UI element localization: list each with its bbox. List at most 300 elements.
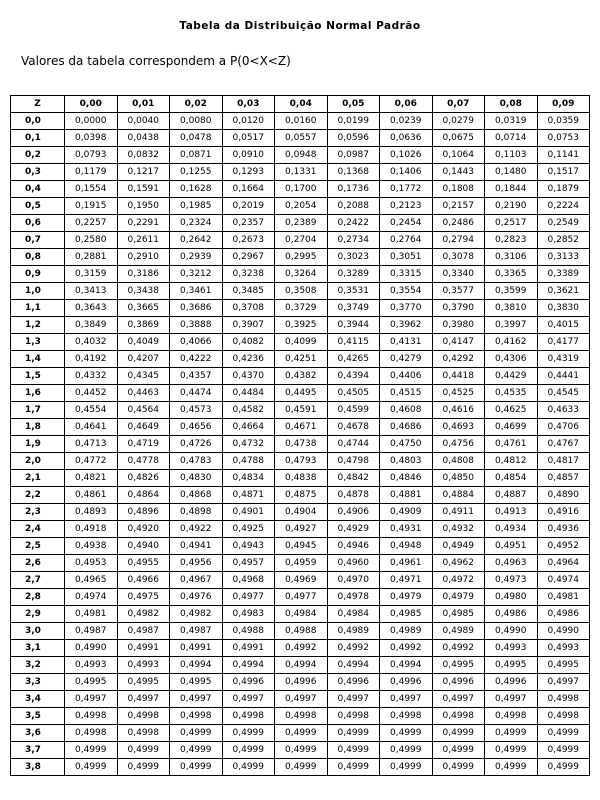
probability-cell: 0,4998 <box>432 708 485 725</box>
z-value-cell: 2,6 <box>11 555 65 572</box>
probability-cell: 0,4984 <box>327 606 380 623</box>
z-value-cell: 2,3 <box>11 504 65 521</box>
probability-cell: 0,4015 <box>537 317 590 334</box>
probability-cell: 0,4306 <box>485 351 538 368</box>
probability-cell: 0,2257 <box>65 215 118 232</box>
table-row <box>11 402 590 419</box>
probability-cell: 0,4992 <box>432 640 485 657</box>
probability-cell: 0,4979 <box>380 589 433 606</box>
z-value-cell: 2,1 <box>11 470 65 487</box>
probability-cell: 0,4994 <box>275 657 328 674</box>
probability-cell: 0,4177 <box>537 334 590 351</box>
probability-cell: 0,1985 <box>170 198 223 215</box>
probability-cell: 0,4996 <box>275 674 328 691</box>
probability-cell: 0,1736 <box>327 181 380 198</box>
probability-cell: 0,4980 <box>485 589 538 606</box>
probability-cell: 0,4989 <box>327 623 380 640</box>
probability-cell: 0,4265 <box>327 351 380 368</box>
probability-cell: 0,4418 <box>432 368 485 385</box>
probability-cell: 0,4999 <box>432 725 485 742</box>
probability-cell: 0,2291 <box>117 215 170 232</box>
probability-cell: 0,4952 <box>537 538 590 555</box>
table-header-row <box>11 96 590 113</box>
table-row <box>11 385 590 402</box>
probability-cell: 0,4999 <box>432 742 485 759</box>
probability-cell: 0,4788 <box>222 453 275 470</box>
probability-cell: 0,2224 <box>537 198 590 215</box>
z-value-cell: 2,2 <box>11 487 65 504</box>
z-value-cell: 3,4 <box>11 691 65 708</box>
probability-cell: 0,3438 <box>117 283 170 300</box>
probability-cell: 0,4484 <box>222 385 275 402</box>
probability-cell: 0,4279 <box>380 351 433 368</box>
probability-cell: 0,1879 <box>537 181 590 198</box>
z-value-cell: 1,6 <box>11 385 65 402</box>
z-value-cell: 0,2 <box>11 147 65 164</box>
probability-cell: 0,3980 <box>432 317 485 334</box>
probability-cell: 0,1517 <box>537 164 590 181</box>
probability-cell: 0,4881 <box>380 487 433 504</box>
column-header: 0,02 <box>170 96 223 113</box>
probability-cell: 0,1808 <box>432 181 485 198</box>
table-description: Valores da tabela correspondem a P(0<X<Z) <box>21 54 291 68</box>
probability-cell: 0,4732 <box>222 436 275 453</box>
probability-cell: 0,4983 <box>222 606 275 623</box>
column-header: 0,08 <box>485 96 538 113</box>
probability-cell: 0,4066 <box>170 334 223 351</box>
probability-cell: 0,4999 <box>222 725 275 742</box>
probability-cell: 0,4846 <box>380 470 433 487</box>
probability-cell: 0,4938 <box>65 538 118 555</box>
table-row <box>11 334 590 351</box>
probability-cell: 0,4949 <box>432 538 485 555</box>
probability-cell: 0,3289 <box>327 266 380 283</box>
probability-cell: 0,4994 <box>380 657 433 674</box>
probability-cell: 0,0478 <box>170 130 223 147</box>
probability-cell: 0,4999 <box>327 759 380 776</box>
probability-cell: 0,4999 <box>537 759 590 776</box>
z-value-cell: 2,4 <box>11 521 65 538</box>
probability-cell: 0,4251 <box>275 351 328 368</box>
probability-cell: 0,2549 <box>537 215 590 232</box>
table-row <box>11 725 590 742</box>
probability-cell: 0,2422 <box>327 215 380 232</box>
probability-cell: 0,4591 <box>275 402 328 419</box>
z-value-cell: 1,8 <box>11 419 65 436</box>
probability-cell: 0,4997 <box>170 691 223 708</box>
probability-cell: 0,4236 <box>222 351 275 368</box>
probability-cell: 0,4966 <box>117 572 170 589</box>
probability-cell: 0,4162 <box>485 334 538 351</box>
probability-cell: 0,4985 <box>380 606 433 623</box>
probability-cell: 0,0000 <box>65 113 118 130</box>
probability-cell: 0,0279 <box>432 113 485 130</box>
column-header: 0,05 <box>327 96 380 113</box>
probability-cell: 0,4616 <box>432 402 485 419</box>
probability-cell: 0,4999 <box>222 742 275 759</box>
probability-cell: 0,4890 <box>537 487 590 504</box>
probability-cell: 0,4842 <box>327 470 380 487</box>
probability-cell: 0,4931 <box>380 521 433 538</box>
table-row <box>11 181 590 198</box>
probability-cell: 0,4999 <box>432 759 485 776</box>
z-value-cell: 0,3 <box>11 164 65 181</box>
probability-cell: 0,4998 <box>380 708 433 725</box>
probability-cell: 0,1103 <box>485 147 538 164</box>
probability-cell: 0,2123 <box>380 198 433 215</box>
table-row <box>11 487 590 504</box>
probability-cell: 0,4987 <box>170 623 223 640</box>
probability-cell: 0,4671 <box>275 419 328 436</box>
probability-cell: 0,4991 <box>117 640 170 657</box>
table-body <box>11 113 590 776</box>
z-value-cell: 0,0 <box>11 113 65 130</box>
table-row <box>11 266 590 283</box>
probability-cell: 0,4998 <box>537 691 590 708</box>
z-value-cell: 2,9 <box>11 606 65 623</box>
table-row <box>11 249 590 266</box>
probability-cell: 0,0239 <box>380 113 433 130</box>
probability-cell: 0,4999 <box>275 742 328 759</box>
probability-cell: 0,4319 <box>537 351 590 368</box>
probability-cell: 0,4962 <box>432 555 485 572</box>
probability-cell: 0,4726 <box>170 436 223 453</box>
probability-cell: 0,4988 <box>222 623 275 640</box>
probability-cell: 0,4974 <box>65 589 118 606</box>
probability-cell: 0,4977 <box>275 589 328 606</box>
probability-cell: 0,4998 <box>485 708 538 725</box>
probability-cell: 0,0987 <box>327 147 380 164</box>
probability-cell: 0,4995 <box>432 657 485 674</box>
probability-cell: 0,4656 <box>170 419 223 436</box>
table-row <box>11 589 590 606</box>
probability-cell: 0,4999 <box>65 742 118 759</box>
probability-cell: 0,3340 <box>432 266 485 283</box>
probability-cell: 0,1179 <box>65 164 118 181</box>
probability-cell: 0,3944 <box>327 317 380 334</box>
probability-cell: 0,2611 <box>117 232 170 249</box>
column-header: 0,06 <box>380 96 433 113</box>
probability-cell: 0,4821 <box>65 470 118 487</box>
z-value-cell: 3,7 <box>11 742 65 759</box>
probability-cell: 0,4972 <box>432 572 485 589</box>
probability-cell: 0,4582 <box>222 402 275 419</box>
probability-cell: 0,3264 <box>275 266 328 283</box>
z-value-cell: 3,6 <box>11 725 65 742</box>
table-row <box>11 317 590 334</box>
probability-cell: 0,4999 <box>327 742 380 759</box>
probability-cell: 0,4857 <box>537 470 590 487</box>
probability-cell: 0,3599 <box>485 283 538 300</box>
probability-cell: 0,4901 <box>222 504 275 521</box>
probability-cell: 0,0948 <box>275 147 328 164</box>
probability-cell: 0,3888 <box>170 317 223 334</box>
probability-cell: 0,4898 <box>170 504 223 521</box>
z-value-cell: 1,2 <box>11 317 65 334</box>
probability-cell: 0,4993 <box>117 657 170 674</box>
z-value-cell: 3,0 <box>11 623 65 640</box>
probability-cell: 0,4975 <box>117 589 170 606</box>
probability-cell: 0,4525 <box>432 385 485 402</box>
probability-cell: 0,4744 <box>327 436 380 453</box>
probability-cell: 0,4988 <box>275 623 328 640</box>
probability-cell: 0,3830 <box>537 300 590 317</box>
normal-distribution-table <box>10 95 590 776</box>
probability-cell: 0,4996 <box>222 674 275 691</box>
probability-cell: 0,3749 <box>327 300 380 317</box>
probability-cell: 0,1255 <box>170 164 223 181</box>
probability-cell: 0,4756 <box>432 436 485 453</box>
probability-cell: 0,4987 <box>117 623 170 640</box>
probability-cell: 0,1915 <box>65 198 118 215</box>
probability-cell: 0,4941 <box>170 538 223 555</box>
z-value-cell: 3,3 <box>11 674 65 691</box>
probability-cell: 0,4982 <box>117 606 170 623</box>
probability-cell: 0,4803 <box>380 453 433 470</box>
probability-cell: 0,4999 <box>275 759 328 776</box>
probability-cell: 0,4990 <box>537 623 590 640</box>
probability-cell: 0,4909 <box>380 504 433 521</box>
probability-cell: 0,3485 <box>222 283 275 300</box>
probability-cell: 0,2357 <box>222 215 275 232</box>
probability-cell: 0,4633 <box>537 402 590 419</box>
probability-cell: 0,4920 <box>117 521 170 538</box>
probability-cell: 0,4996 <box>327 674 380 691</box>
probability-cell: 0,4871 <box>222 487 275 504</box>
table-row <box>11 198 590 215</box>
probability-cell: 0,4812 <box>485 453 538 470</box>
probability-cell: 0,3023 <box>327 249 380 266</box>
probability-cell: 0,3531 <box>327 283 380 300</box>
probability-cell: 0,4994 <box>327 657 380 674</box>
table-row <box>11 657 590 674</box>
probability-cell: 0,4986 <box>537 606 590 623</box>
probability-cell: 0,3790 <box>432 300 485 317</box>
z-value-cell: 1,7 <box>11 402 65 419</box>
table-row <box>11 555 590 572</box>
probability-cell: 0,4978 <box>327 589 380 606</box>
table-row <box>11 283 590 300</box>
z-value-cell: 2,7 <box>11 572 65 589</box>
probability-cell: 0,0596 <box>327 130 380 147</box>
probability-cell: 0,4463 <box>117 385 170 402</box>
probability-cell: 0,4997 <box>327 691 380 708</box>
probability-cell: 0,4429 <box>485 368 538 385</box>
probability-cell: 0,4998 <box>170 708 223 725</box>
probability-cell: 0,4999 <box>537 725 590 742</box>
probability-cell: 0,0871 <box>170 147 223 164</box>
probability-cell: 0,2642 <box>170 232 223 249</box>
probability-cell: 0,4382 <box>275 368 328 385</box>
probability-cell: 0,4686 <box>380 419 433 436</box>
table-row <box>11 113 590 130</box>
probability-cell: 0,3997 <box>485 317 538 334</box>
probability-cell: 0,4884 <box>432 487 485 504</box>
probability-cell: 0,4706 <box>537 419 590 436</box>
probability-cell: 0,4854 <box>485 470 538 487</box>
probability-cell: 0,4999 <box>327 725 380 742</box>
probability-cell: 0,4564 <box>117 402 170 419</box>
probability-cell: 0,4997 <box>537 674 590 691</box>
probability-cell: 0,4990 <box>485 623 538 640</box>
probability-cell: 0,3078 <box>432 249 485 266</box>
probability-cell: 0,1064 <box>432 147 485 164</box>
table-row <box>11 164 590 181</box>
probability-cell: 0,1293 <box>222 164 275 181</box>
probability-cell: 0,4991 <box>170 640 223 657</box>
probability-cell: 0,4750 <box>380 436 433 453</box>
probability-cell: 0,4573 <box>170 402 223 419</box>
probability-cell: 0,4830 <box>170 470 223 487</box>
probability-cell: 0,2734 <box>327 232 380 249</box>
column-header: 0,07 <box>432 96 485 113</box>
probability-cell: 0,0793 <box>65 147 118 164</box>
z-value-cell: 0,8 <box>11 249 65 266</box>
probability-cell: 0,1480 <box>485 164 538 181</box>
probability-cell: 0,4996 <box>485 674 538 691</box>
probability-cell: 0,3554 <box>380 283 433 300</box>
probability-cell: 0,4999 <box>380 725 433 742</box>
probability-cell: 0,3365 <box>485 266 538 283</box>
table-row <box>11 504 590 521</box>
probability-cell: 0,2995 <box>275 249 328 266</box>
probability-cell: 0,4989 <box>432 623 485 640</box>
probability-cell: 0,3577 <box>432 283 485 300</box>
probability-cell: 0,4951 <box>485 538 538 555</box>
probability-cell: 0,4798 <box>327 453 380 470</box>
probability-cell: 0,3413 <box>65 283 118 300</box>
z-value-cell: 1,0 <box>11 283 65 300</box>
probability-cell: 0,4969 <box>275 572 328 589</box>
probability-cell: 0,3665 <box>117 300 170 317</box>
probability-cell: 0,1950 <box>117 198 170 215</box>
probability-cell: 0,4987 <box>65 623 118 640</box>
column-header: 0,04 <box>275 96 328 113</box>
probability-cell: 0,4761 <box>485 436 538 453</box>
probability-cell: 0,4545 <box>537 385 590 402</box>
probability-cell: 0,2794 <box>432 232 485 249</box>
probability-cell: 0,1406 <box>380 164 433 181</box>
z-value-cell: 2,0 <box>11 453 65 470</box>
probability-cell: 0,4778 <box>117 453 170 470</box>
probability-cell: 0,4793 <box>275 453 328 470</box>
table-row <box>11 742 590 759</box>
probability-cell: 0,4971 <box>380 572 433 589</box>
probability-cell: 0,4936 <box>537 521 590 538</box>
table-row <box>11 708 590 725</box>
probability-cell: 0,4904 <box>275 504 328 521</box>
table-row <box>11 674 590 691</box>
probability-cell: 0,4999 <box>65 759 118 776</box>
probability-cell: 0,4192 <box>65 351 118 368</box>
z-value-cell: 0,7 <box>11 232 65 249</box>
z-value-cell: 0,5 <box>11 198 65 215</box>
probability-cell: 0,2517 <box>485 215 538 232</box>
probability-cell: 0,1772 <box>380 181 433 198</box>
probability-cell: 0,4995 <box>537 657 590 674</box>
column-header: 0,03 <box>222 96 275 113</box>
z-value-cell: 1,4 <box>11 351 65 368</box>
probability-cell: 0,0120 <box>222 113 275 130</box>
probability-cell: 0,4554 <box>65 402 118 419</box>
probability-cell: 0,4896 <box>117 504 170 521</box>
probability-cell: 0,4999 <box>537 742 590 759</box>
probability-cell: 0,4984 <box>275 606 328 623</box>
probability-cell: 0,4147 <box>432 334 485 351</box>
probability-cell: 0,1700 <box>275 181 328 198</box>
probability-cell: 0,4991 <box>222 640 275 657</box>
probability-cell: 0,2324 <box>170 215 223 232</box>
probability-cell: 0,4976 <box>170 589 223 606</box>
probability-cell: 0,0753 <box>537 130 590 147</box>
probability-cell: 0,4995 <box>65 674 118 691</box>
probability-cell: 0,2939 <box>170 249 223 266</box>
probability-cell: 0,4979 <box>432 589 485 606</box>
probability-cell: 0,0832 <box>117 147 170 164</box>
probability-cell: 0,4699 <box>485 419 538 436</box>
probability-cell: 0,4332 <box>65 368 118 385</box>
probability-cell: 0,1443 <box>432 164 485 181</box>
column-header: Z <box>11 96 65 113</box>
probability-cell: 0,3810 <box>485 300 538 317</box>
probability-cell: 0,4625 <box>485 402 538 419</box>
probability-cell: 0,0160 <box>275 113 328 130</box>
table-row <box>11 759 590 776</box>
probability-cell: 0,4099 <box>275 334 328 351</box>
probability-cell: 0,0714 <box>485 130 538 147</box>
probability-cell: 0,4599 <box>327 402 380 419</box>
z-value-cell: 0,6 <box>11 215 65 232</box>
probability-cell: 0,4999 <box>380 742 433 759</box>
probability-cell: 0,4945 <box>275 538 328 555</box>
probability-cell: 0,3133 <box>537 249 590 266</box>
column-header: 0,00 <box>65 96 118 113</box>
table-row <box>11 300 590 317</box>
probability-cell: 0,0040 <box>117 113 170 130</box>
probability-cell: 0,4887 <box>485 487 538 504</box>
probability-cell: 0,4345 <box>117 368 170 385</box>
z-value-cell: 3,1 <box>11 640 65 657</box>
probability-cell: 0,4738 <box>275 436 328 453</box>
probability-cell: 0,4998 <box>117 708 170 725</box>
probability-cell: 0,0199 <box>327 113 380 130</box>
probability-cell: 0,1331 <box>275 164 328 181</box>
probability-cell: 0,4957 <box>222 555 275 572</box>
probability-cell: 0,4999 <box>170 742 223 759</box>
probability-cell: 0,3962 <box>380 317 433 334</box>
probability-cell: 0,4932 <box>432 521 485 538</box>
probability-cell: 0,4986 <box>485 606 538 623</box>
probability-cell: 0,4115 <box>327 334 380 351</box>
probability-cell: 0,3643 <box>65 300 118 317</box>
probability-cell: 0,4131 <box>380 334 433 351</box>
probability-cell: 0,4998 <box>117 725 170 742</box>
probability-cell: 0,4082 <box>222 334 275 351</box>
probability-cell: 0,1026 <box>380 147 433 164</box>
table-row <box>11 436 590 453</box>
probability-cell: 0,1554 <box>65 181 118 198</box>
table-row <box>11 521 590 538</box>
probability-cell: 0,2580 <box>65 232 118 249</box>
column-header: 0,01 <box>117 96 170 113</box>
probability-cell: 0,1844 <box>485 181 538 198</box>
probability-cell: 0,1217 <box>117 164 170 181</box>
table-row <box>11 640 590 657</box>
probability-cell: 0,4997 <box>117 691 170 708</box>
probability-cell: 0,4981 <box>65 606 118 623</box>
z-value-cell: 3,2 <box>11 657 65 674</box>
probability-cell: 0,0675 <box>432 130 485 147</box>
